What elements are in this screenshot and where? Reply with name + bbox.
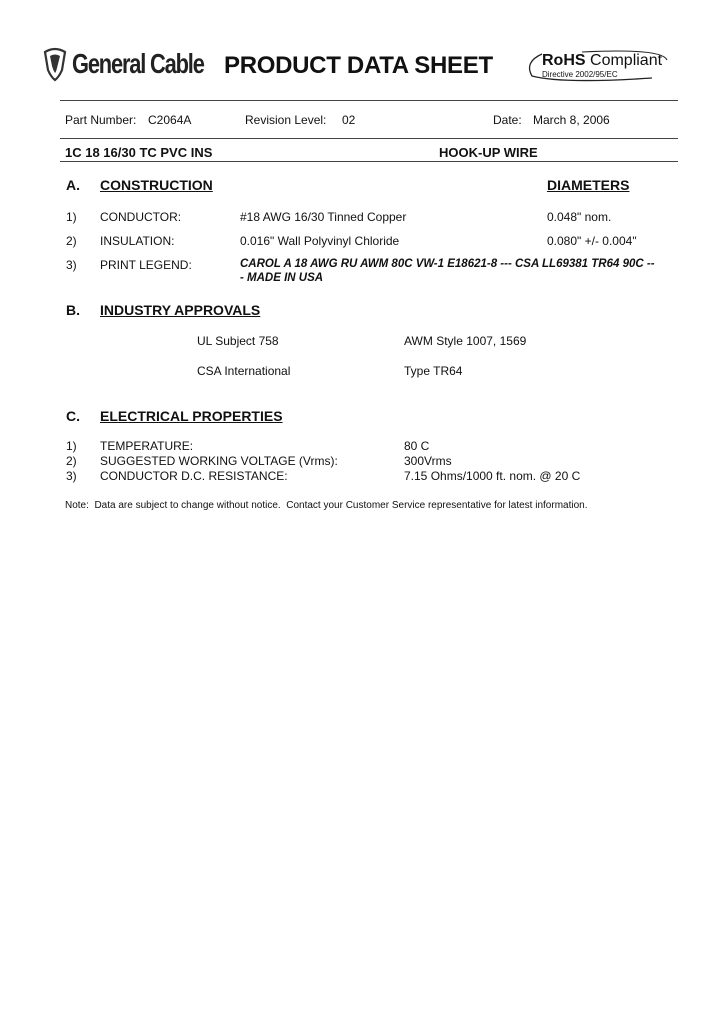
electrical-num-1: 1) [66,439,77,453]
electrical-label-3: CONDUCTOR D.C. RESISTANCE: [100,469,288,483]
print-legend-line-2: - MADE IN USA [240,272,324,284]
approval-rating-2: Type TR64 [404,364,463,378]
construction-label-3: PRINT LEGEND: [100,258,192,272]
rohs-badge [522,48,672,84]
electrical-num-3: 3) [66,469,77,483]
rohs-label: RoHS Compliant [542,52,663,69]
electrical-heading: ELECTRICAL PROPERTIES [100,408,283,424]
product-divider [60,161,678,162]
revision-value: 02 [342,113,356,127]
rohs-directive: Directive 2002/95/EC [542,70,618,79]
construction-num-3: 3) [66,258,77,272]
electrical-num-2: 2) [66,454,77,468]
electrical-value-3: 7.15 Ohms/1000 ft. nom. @ 20 C [404,469,581,483]
construction-value-2: 0.016" Wall Polyvinyl Chloride [240,234,400,248]
date-value: March 8, 2006 [533,113,610,127]
construction-diam-2: 0.080" +/- 0.004" [547,234,637,248]
construction-num-1: 1) [66,210,77,224]
approval-agency-2: CSA International [197,364,291,378]
product-name: 1C 18 16/30 TC PVC INS [65,145,213,160]
electrical-value-1: 80 C [404,439,430,453]
approval-rating-1: AWM Style 1007, 1569 [404,334,527,348]
revision-label: Revision Level: [245,113,327,127]
part-number-value: C2064A [148,113,192,127]
print-legend-line-1: CAROL A 18 AWG RU AWM 80C VW-1 E18621-8 --- CSA LL69381 TR64 90C -- [240,258,655,270]
construction-num-2: 2) [66,234,77,248]
diameters-heading: DIAMETERS [547,177,630,193]
construction-diam-1: 0.048" nom. [547,210,612,224]
section-a-letter: A. [66,177,80,193]
footnote: Note: Data are subject to change without notice. Contact your Customer Service representative for latest information. [65,500,588,511]
section-c-letter: C. [66,408,80,424]
shield-icon [42,46,68,82]
electrical-label-2: SUGGESTED WORKING VOLTAGE (Vrms): [100,454,338,468]
approvals-heading: INDUSTRY APPROVALS [100,302,261,318]
electrical-value-2: 300Vrms [404,454,452,468]
meta-divider [60,138,678,139]
construction-value-1: #18 AWG 16/30 Tinned Copper [240,210,407,224]
product-type: HOOK-UP WIRE [439,145,538,160]
date-label: Date: [493,113,522,127]
page-title: PRODUCT DATA SHEET [224,52,493,79]
electrical-label-1: TEMPERATURE: [100,439,194,453]
construction-label-1: CONDUCTOR: [100,210,182,224]
construction-heading: CONSTRUCTION [100,177,213,193]
brand-name: General Cable [72,48,204,79]
brand-logo [42,44,241,84]
section-b-letter: B. [66,302,80,318]
approval-agency-1: UL Subject 758 [197,334,279,348]
part-number-label: Part Number: [65,113,137,127]
construction-label-2: INSULATION: [100,234,175,248]
header-divider [60,100,678,101]
